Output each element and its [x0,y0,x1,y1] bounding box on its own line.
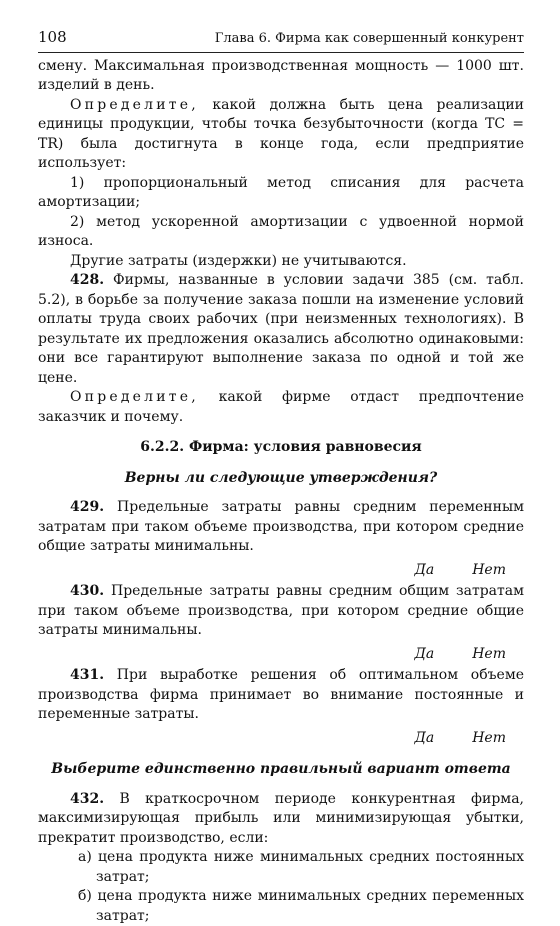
true-false-heading: Верны ли следующие утверждения? [124,469,438,486]
answer-yes: Да [414,729,435,746]
task-number: 429. [70,499,105,515]
running-title: Глава 6. Фирма как совершенный конкурент [214,31,524,46]
book-page [38,28,524,926]
task-428 [38,271,524,388]
spaced-keyword: Определите, [70,389,199,405]
answer-no: Нет [472,561,506,578]
paragraph-text: какой фирме отдаст предпочтение заказчик и почему. [38,389,524,425]
paragraph-other-costs: Другие затраты (издержки) не учитываются. [70,252,407,269]
page-header [38,28,524,53]
answer-options-429 [38,561,524,581]
answer-no: Нет [472,729,506,746]
choice-heading: Выберите единственно правильный вариант ответа [51,761,511,777]
spaced-keyword: Определите, [70,96,199,113]
answer-no: Нет [472,645,506,662]
task-number: 431. [70,667,105,683]
task-431 [38,666,524,725]
answer-yes: Да [414,645,435,662]
task-text: Предельные затраты равны средним переменным затратам при таком объеме производства, при котором средние общие затраты минимальны. [38,499,524,554]
page-number: 108 [38,28,67,46]
list-item-method-2: 2) метод ускоренной амортизации с удвоенной нормой износа. [38,213,524,249]
list-item-method-1: 1) пропорциональный метод списания для расчета амортизации; [38,174,524,210]
task-text: Фирмы, названные в условии задачи 385 (см. табл. 5.2), в борьбе за получение заказа пошли на изменение условий оплаты труда своих рабочих (при неизменных технологиях). В результате их предложения оказались абсолютно одинаковыми: они все гарантируют выполнение заказа по одной и той же цене. [38,272,524,386]
answer-yes: Да [414,561,435,578]
section-title: 6.2.2. Фирма: условия равновесия [140,439,422,455]
task-number: 430. [70,583,105,599]
task-430 [38,582,524,641]
task-text: При выработке решения об оптимальном объеме производства фирма принимает во внимание постоянные и переменные затраты. [38,667,524,722]
paragraph-determine-firm [38,388,524,427]
paragraph-text: какой должна быть цена реализации единицы продукции, чтобы точка безубыточности (когда TC = TR) была достигнута в конце года, если предприятие использует: [38,96,524,171]
answer-options-431 [38,729,524,749]
paragraph-capacity: смену. Максимальная производственная мощность — 1000 шт. изделий в день. [38,57,524,93]
answer-options-430 [38,645,524,665]
task-number: 428. [70,272,105,288]
task-429 [38,498,524,557]
task-text: Предельные затраты равны средним общим затратам при таком объеме производства, при котором средние общие затраты минимальны. [38,583,524,638]
option-a: а) цена продукта ниже минимальных средних постоянных затрат; [78,849,524,885]
task-text: В краткосрочном периоде конкурентная фирма, максимизирующая прибыль или минимизирующая убытки, прекратит производство, если: [38,790,524,846]
task-432 [38,790,524,849]
paragraph-determine-price [38,96,524,174]
option-b: б) цена продукта ниже минимальных средних переменных затрат; [78,888,524,924]
task-number: 432. [70,790,105,807]
